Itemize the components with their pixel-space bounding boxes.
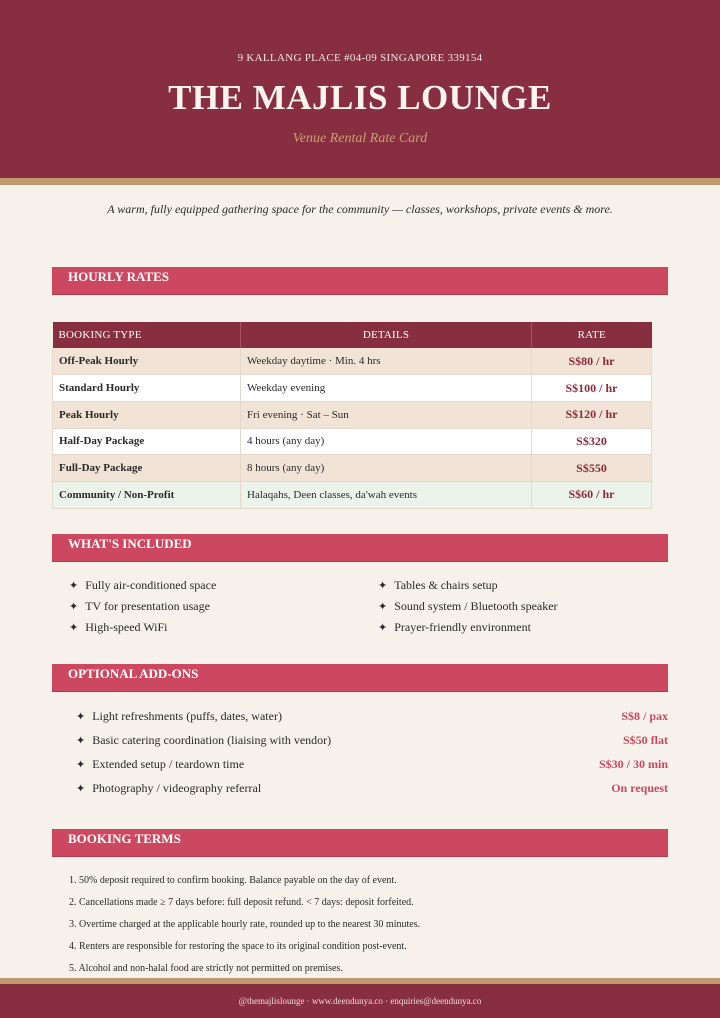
booking-type-cell: Peak Hourly — [53, 401, 241, 428]
footer-bar — [0, 984, 720, 1018]
booking-type-cell: Off-Peak Hourly — [53, 348, 241, 375]
header-divider — [0, 178, 720, 185]
addon-price: On request — [611, 781, 668, 795]
details-cell: Fri evening · Sat – Sun — [241, 401, 532, 428]
included-item-label: Prayer-friendly environment — [394, 620, 531, 634]
four-pointed-star-icon: ✦ — [378, 622, 388, 634]
list-item — [378, 599, 558, 614]
table-row — [53, 401, 652, 428]
document-subtitle: Venue Rental Rate Card — [292, 131, 428, 146]
rate-cell: S$60 / hr — [532, 481, 652, 508]
addon-price: S$50 flat — [623, 733, 668, 747]
booking-type-cell: Community / Non-Profit — [53, 481, 241, 508]
booking-type-cell: Full-Day Package — [53, 455, 241, 482]
term-item: 5. Alcohol and non-halal food are strictly not permitted on premises. — [69, 963, 343, 974]
details-cell: Halaqahs, Deen classes, da'wah events — [241, 481, 532, 508]
four-pointed-star-icon: ✦ — [69, 601, 79, 613]
rate-cell: S$80 / hr — [532, 348, 652, 375]
rate-cell: S$550 — [532, 455, 652, 482]
details-cell: Weekday daytime · Min. 4 hrs — [241, 348, 532, 375]
details-cell: 8 hours (any day) — [241, 455, 532, 482]
booking-type-cell: Standard Hourly — [53, 375, 241, 402]
hourly-rates-table — [52, 322, 652, 509]
term-item: 1. 50% deposit required to confirm booking. Balance payable on the day of event. — [69, 875, 397, 886]
addon-item — [76, 757, 668, 772]
venue-address: 9 KALLANG PLACE #04-09 SINGAPORE 339154 — [237, 52, 483, 64]
booking-type-cell: Half-Day Package — [53, 428, 241, 455]
venue-title: THE MAJLIS LOUNGE — [168, 78, 552, 117]
included-item-label: Fully air-conditioned space — [85, 578, 217, 592]
tagline: A warm, fully equipped gathering space for the community — classes, workshops, private events & more. — [107, 202, 613, 216]
term-item: 4. Renters are responsible for restoring the space to its original condition post-event. — [69, 941, 407, 952]
table-row — [53, 428, 652, 455]
section-heading-booking-terms — [52, 829, 668, 857]
column-header-booking-type: BOOKING TYPE — [53, 322, 241, 348]
rate-cell: S$320 — [532, 428, 652, 455]
four-pointed-star-icon: ✦ — [76, 711, 86, 723]
term-item: 2. Cancellations made ≥ 7 days before: full deposit refund. < 7 days: deposit forfeited. — [69, 897, 414, 908]
column-header-details: DETAILS — [241, 322, 532, 348]
four-pointed-star-icon: ✦ — [69, 580, 79, 592]
header-banner — [0, 0, 720, 178]
column-header-rate: RATE — [532, 322, 652, 348]
section-heading-hourly-rates — [52, 267, 668, 295]
list-item — [69, 578, 216, 593]
addon-item — [76, 733, 668, 748]
included-item-label: Tables & chairs setup — [394, 578, 498, 592]
included-item-label: Sound system / Bluetooth speaker — [394, 599, 558, 613]
details-cell: Weekday evening — [241, 375, 532, 402]
addon-price: S$8 / pax — [621, 709, 668, 723]
four-pointed-star-icon: ✦ — [378, 580, 388, 592]
section-heading-whats-included — [52, 534, 668, 562]
included-item-label: TV for presentation usage — [85, 599, 210, 613]
term-item: 3. Overtime charged at the applicable hourly rate, rounded up to the nearest 30 minutes. — [69, 919, 421, 930]
list-item — [69, 599, 210, 614]
table-header-row — [53, 322, 652, 348]
addon-label: Light refreshments (puffs, dates, water) — [92, 709, 282, 723]
addon-item — [76, 709, 668, 724]
four-pointed-star-icon: ✦ — [76, 783, 86, 795]
list-item — [69, 620, 168, 635]
four-pointed-star-icon: ✦ — [69, 622, 79, 634]
four-pointed-star-icon: ✦ — [76, 735, 86, 747]
addon-label: Basic catering coordination (liaising with vendor) — [92, 733, 332, 747]
addon-label: Photography / videography referral — [92, 781, 262, 795]
table-row — [53, 455, 652, 482]
addon-item — [76, 781, 668, 796]
footer-contact: @themajlislounge · www.deendunya.co · enquiries@deendunya.co — [238, 996, 482, 1006]
rate-cell: S$100 / hr — [532, 375, 652, 402]
section-heading-label: OPTIONAL ADD-ONS — [68, 666, 199, 681]
section-heading-optional-addons — [52, 664, 668, 692]
addon-label: Extended setup / teardown time — [92, 757, 245, 771]
section-heading-label: BOOKING TERMS — [68, 831, 181, 846]
table-row — [53, 375, 652, 402]
list-item — [378, 620, 531, 635]
list-item — [378, 578, 498, 593]
four-pointed-star-icon: ✦ — [378, 601, 388, 613]
details-cell: 4 hours (any day) — [241, 428, 532, 455]
table-row — [53, 348, 652, 375]
four-pointed-star-icon: ✦ — [76, 759, 86, 771]
rate-cell: S$120 / hr — [532, 401, 652, 428]
section-heading-label: HOURLY RATES — [68, 269, 170, 284]
included-item-label: High-speed WiFi — [85, 620, 168, 634]
section-heading-label: WHAT'S INCLUDED — [68, 536, 192, 551]
addon-price: S$30 / 30 min — [598, 757, 668, 771]
table-row — [53, 481, 652, 508]
